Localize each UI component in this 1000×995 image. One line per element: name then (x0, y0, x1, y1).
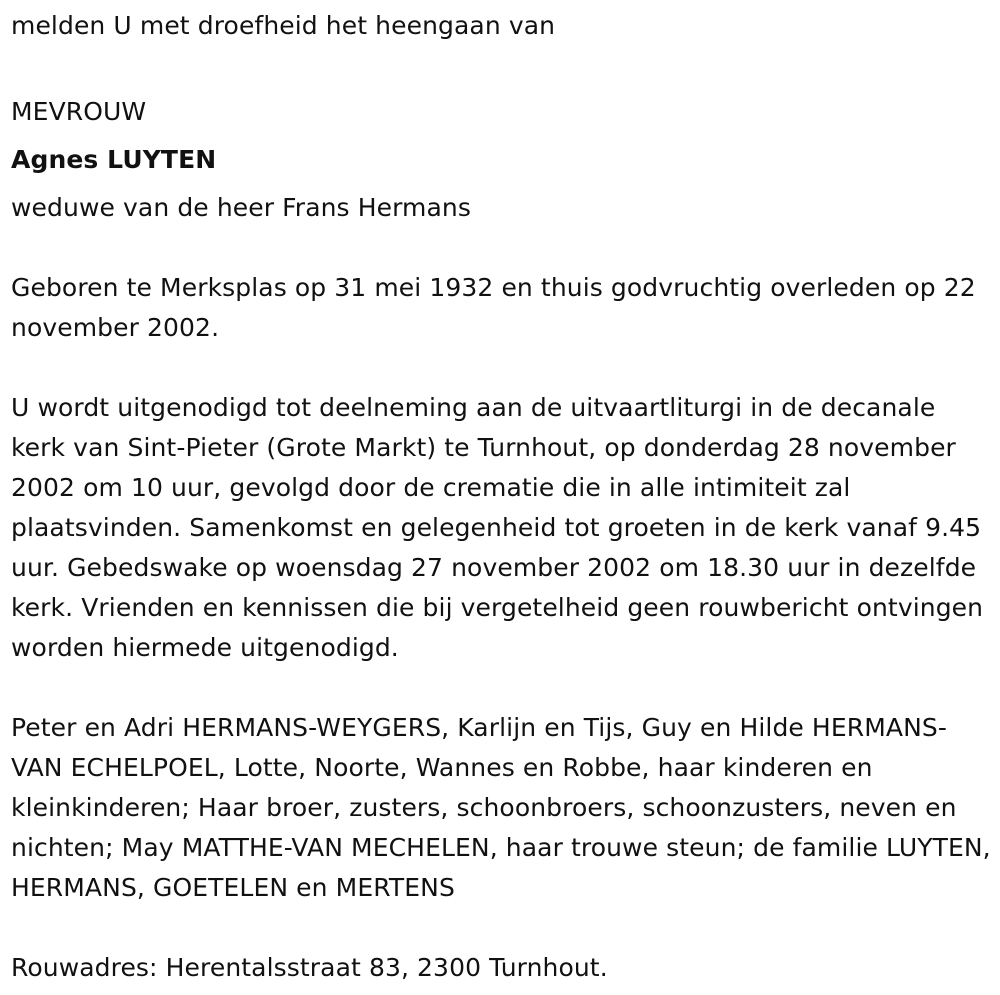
birth-death-paragraph: Geboren te Merksplas op 31 mei 1932 en thuis godvruchtig overleden op 22 november 2002. (11, 273, 976, 342)
mourning-address: Rouwadres: Herentalsstraat 83, 2300 Turnhout. (11, 953, 608, 982)
family-paragraph: Peter en Adri HERMANS-WEYGERS, Karlijn en Tijs, Guy en Hilde HERMANS-VAN ECHELPOEL, Lotte, Noorte, Wannes en Robbe, haar kinderen en kleinkinderen; Haar broer, zusters, schoonbroers, schoonzusters, neven en nichten; May MATTHE-VAN MECHELEN, haar trouwe steun; de familie LUYTEN, HERMANS, GOETELEN en MERTENS (11, 713, 991, 902)
deceased-name: Agnes LUYTEN (11, 145, 217, 174)
honorific-title: MEVROUW (11, 97, 147, 126)
spouse-line: weduwe van de heer Frans Hermans (11, 193, 471, 222)
intro-line: melden U met droefheid het heengaan van (11, 11, 556, 40)
funeral-invitation-paragraph: U wordt uitgenodigd tot deelneming aan de uitvaartliturgi in de decanale kerk van Sint-Pieter (Grote Markt) te Turnhout, op donderdag 28 november 2002 om 10 uur, gevolgd door de crematie die in alle intimiteit zal plaatsvinden. Samenkomst en gelegenheid tot groeten in de kerk vanaf 9.45 uur. Gebedswake op woensdag 27 november 2002 om 18.30 uur in dezelfde kerk. Vrienden en kennissen die bij vergetelheid geen rouwbericht ontvingen worden hiermede uitgenodigd. (11, 393, 984, 662)
obituary-document (11, 0, 996, 988)
